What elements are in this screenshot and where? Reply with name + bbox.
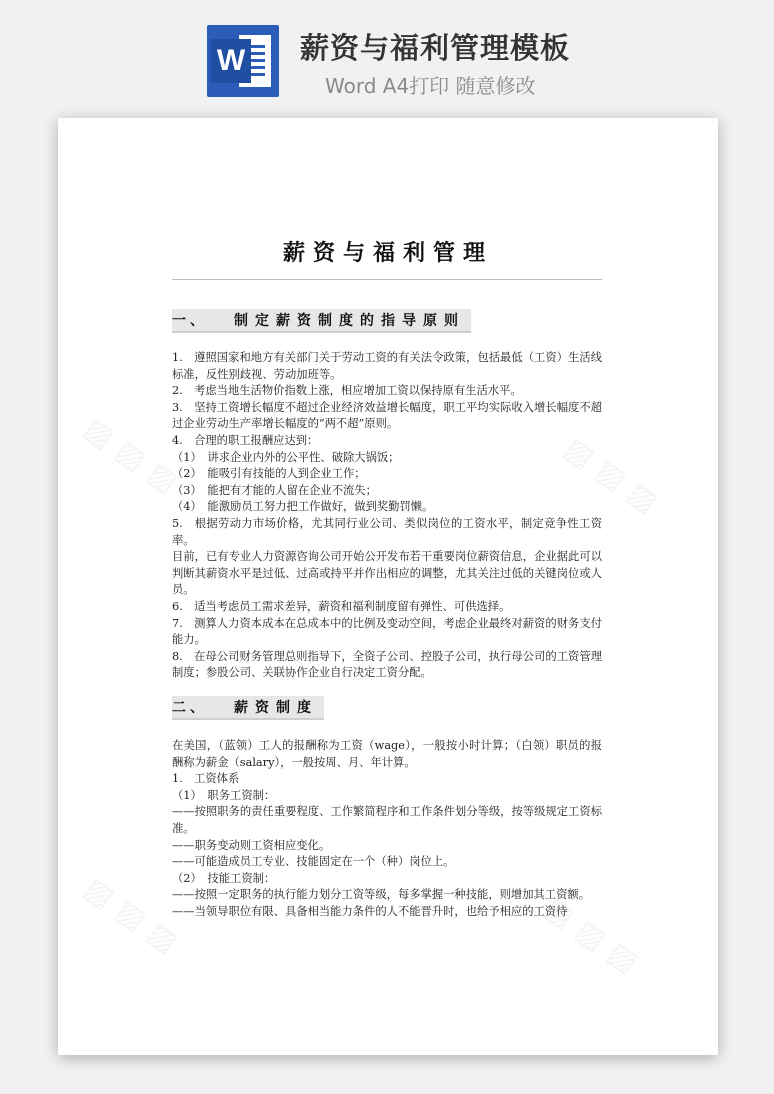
word-app-icon [207,25,279,97]
section-heading-1 [172,309,471,333]
watermark: ▨ ▨ ▨ [537,890,645,981]
section-number: 二、 [172,700,208,716]
paragraph: 1. 遵照国家和地方有关部门关于劳动工资的有关法令政策，包括最低（工资）生活线标准，反性别歧视、劳动加班等。 [172,351,602,381]
paragraph: ——职务变动则工资相应变化。 [172,838,331,852]
paragraph: ——可能造成员工专业、技能固定在一个（种）岗位上。 [172,855,455,869]
document-title: 薪资与福利管理 [282,240,493,266]
watermark: ▨ ▨ ▨ [77,410,185,501]
paragraph: 1. 工资体系 [172,772,240,786]
watermark: ▨ ▨ ▨ [557,430,665,521]
banner-title: 薪资与福利管理模板 [300,31,571,65]
paragraph: 4. 合理的职工报酬应达到： [172,433,319,447]
paragraph: ——按照一定职务的执行能力划分工资等级，每多掌握一种技能，则增加其工资额。 [172,888,590,902]
paragraph: （1） 职务工资制： [172,788,276,802]
section-heading-text: 制定薪资制度的指导原则 [234,313,465,329]
paragraph: 8. 在母公司财务管理总则指导下，全资子公司、控股子公司，执行母公司的工资管理制度；参股公司、关联协作企业自行决定工资分配。 [172,649,602,680]
paragraph: 2. 考虑当地生活物价指数上涨，相应增加工资以保持原有生活水平。 [172,384,522,398]
watermark: ▨ ▨ ▨ [77,870,185,961]
paragraph: 6. 适当考虑员工需求差异，薪资和福利制度留有弹性、可供选择。 [172,599,511,613]
paragraph: 3. 坚持工资增长幅度不超过企业经济效益增长幅度，职工平均实际收入增长幅度不超过企业劳动生产率增长幅度的“两不超”原则。 [172,400,602,431]
paragraph: ——当领导职位有限、具备相当能力条件的人不能晋升时，也给予相应的工资待 [172,904,568,918]
banner-subtitle: Word A4打印 随意修改 [325,74,536,98]
paragraph: 7. 测算人力资本成本在总成本中的比例及变动空间，考虑企业最终对薪资的财务支付能力。 [172,616,602,647]
paragraph: （4） 能激励员工努力把工作做好，做到奖勤罚懒。 [172,500,434,514]
paragraph: 5. 根据劳动力市场价格，尤其同行业公司、类似岗位的工资水平，制定竞争性工资率。 [172,516,602,547]
section-heading-text: 薪资制度 [234,700,318,716]
paragraph: 目前，已有专业人力资源咨询公司开始公开发布若干重要岗位薪资信息，企业据此可以判断其薪资水平是过低、过高或持平并作出相应的调整，尤其关注过低的关键岗位或人员。 [172,550,602,597]
document-page [58,118,718,1055]
paragraph: （3） 能把有才能的人留在企业不流失； [172,483,377,497]
section-1-body [172,350,602,682]
paragraph: ——按照职务的责任重要程度、工作繁简程序和工作条件划分等级，按等级规定工资标准。 [172,805,602,835]
paragraph: （2） 技能工资制： [172,871,276,885]
section-heading-2 [172,696,324,720]
word-letter-icon: W [211,39,251,83]
section-2-body [172,738,602,921]
template-banner [0,0,774,110]
section-number: 一、 [172,313,208,329]
paragraph: 在美国，（蓝领）工人的报酬称为工资（wage），一般按小时计算；（白领）职员的报酬称为薪金（salary），一般按周、月、年计算。 [172,739,602,769]
paragraph: （2） 能吸引有技能的人到企业工作； [172,467,366,481]
title-divider [172,279,602,280]
paragraph: （1） 讲求企业内外的公平性、破除大锅饭； [172,450,400,464]
